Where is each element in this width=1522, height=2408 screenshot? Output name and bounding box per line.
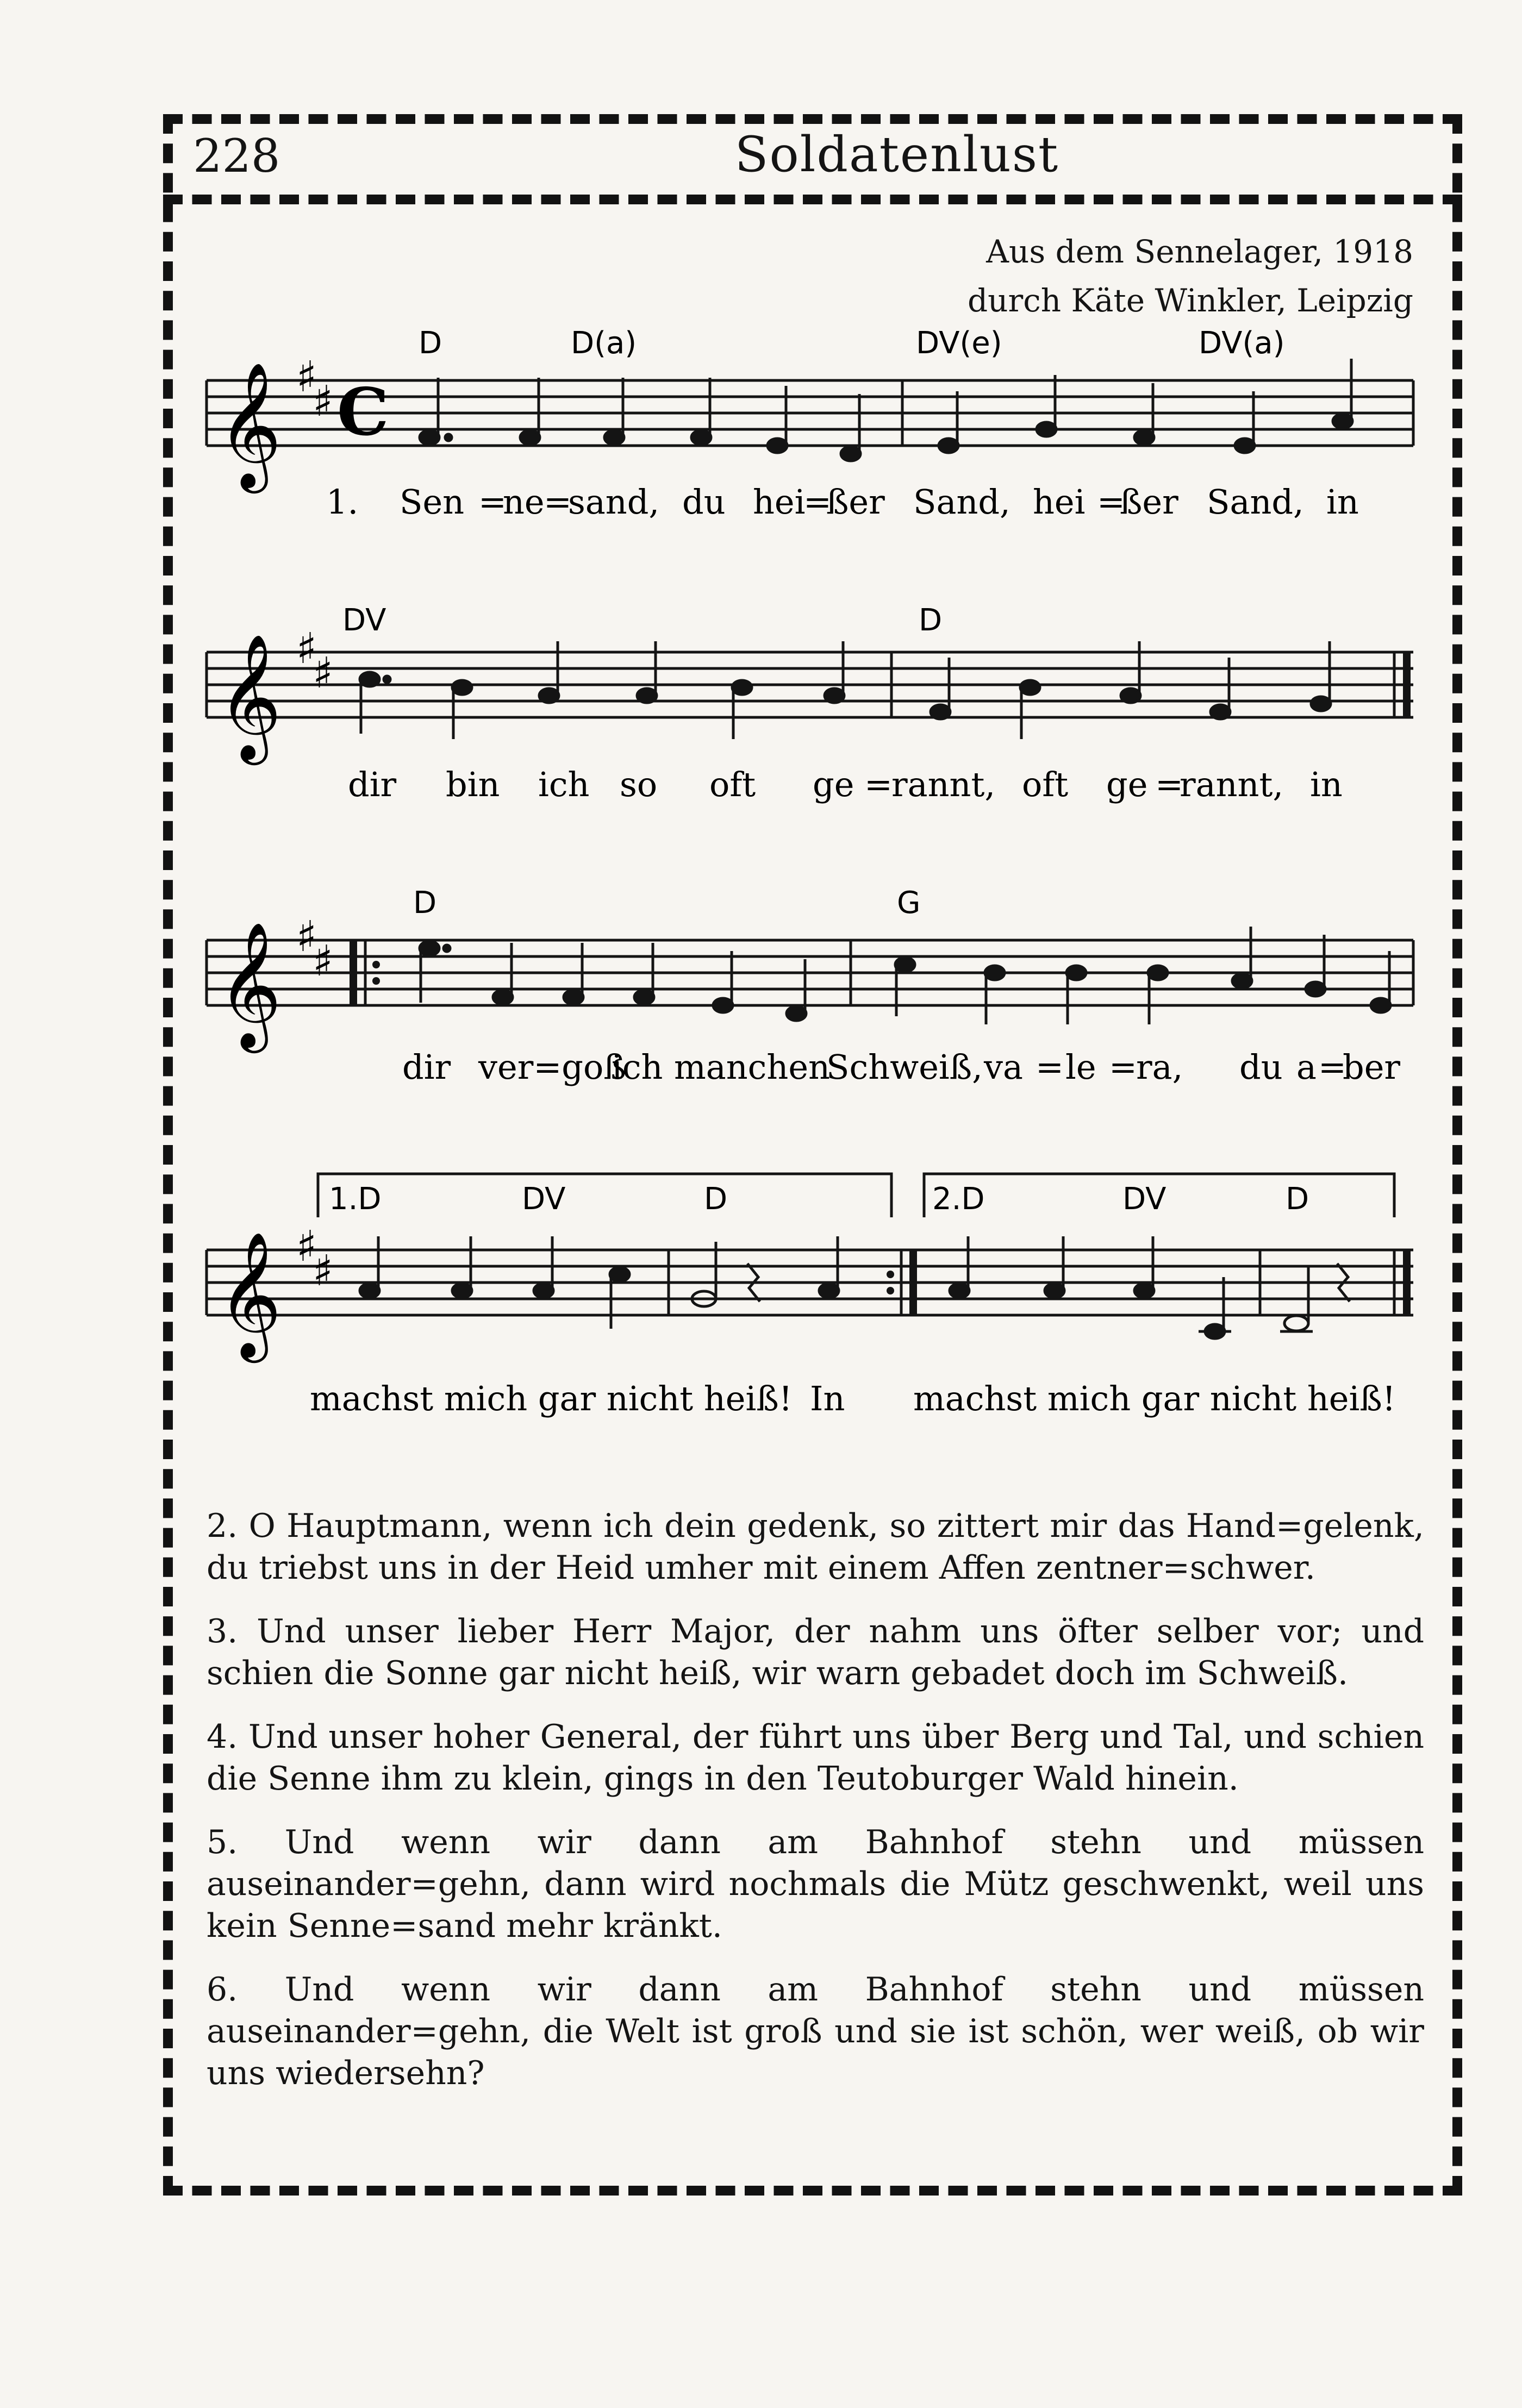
- lyric-syllable: Sen: [400, 482, 465, 522]
- sharp-icon: ♯: [296, 1222, 317, 1271]
- lyric-syllable: =: [1155, 765, 1183, 804]
- lyric-syllable: =: [1036, 1047, 1064, 1087]
- verses: [207, 1505, 1424, 2116]
- page-title: Soldatenlust: [734, 126, 1059, 183]
- lyric-syllable: va: [984, 1047, 1023, 1087]
- staff: [207, 940, 1413, 1005]
- music-system-3: [207, 885, 1413, 1087]
- lyric-syllable: in: [1310, 765, 1343, 804]
- lyric-syllable: dir: [402, 1047, 451, 1087]
- verse-2: 2. O Hauptmann, wenn ich dein gedenk, so zittert mir das Hand=gelenk, du triebst uns in der Heid umher mit einem Affen zentner=schwer.: [207, 1507, 1424, 1587]
- lyric-syllable: sand,: [568, 482, 660, 522]
- verse-4: 4. Und unser hoher General, der führt uns über Berg und Tal, und schien die Senne ihm zu klein, gings in den Teutoburger Wald hinein.: [207, 1718, 1424, 1798]
- sharp-icon: ♯: [313, 649, 333, 698]
- chord-symbols: [342, 603, 942, 638]
- lyric-syllable: so: [620, 765, 658, 804]
- lyrics-line: [402, 1047, 1400, 1087]
- repeat-dot: [887, 1287, 894, 1294]
- lyric-syllable: Schweiß,: [826, 1047, 983, 1087]
- chord-symbol: DV: [1122, 1181, 1167, 1217]
- chord-symbols: [413, 885, 920, 921]
- lyric-syllable: =: [1097, 482, 1125, 522]
- music-system-4: [207, 1174, 1413, 1418]
- lyric-syllable: ge: [1106, 765, 1148, 804]
- lyric-syllable: bin: [446, 765, 500, 804]
- repeat-dot: [372, 977, 380, 985]
- lyric-syllable: rannt,: [891, 765, 996, 804]
- lyric-syllable: hei: [1033, 482, 1086, 522]
- chord-symbol: DV(e): [916, 326, 1002, 361]
- lyric-syllable: =: [478, 482, 507, 522]
- lyric-syllable: =: [544, 482, 572, 522]
- lyric-syllable: ge: [813, 765, 854, 804]
- lyric-syllable: du: [1239, 1047, 1283, 1087]
- lyric-phrase: machst mich gar nicht heiß!: [310, 1379, 793, 1418]
- lyric-syllable: ich: [538, 765, 590, 804]
- lyric-syllable: 1.: [326, 482, 359, 522]
- lyric-syllable: =: [1318, 1047, 1346, 1087]
- source-collector: durch Käte Winkler, Leipzig: [968, 282, 1413, 319]
- lyric-syllable: Sand,: [1207, 482, 1304, 522]
- volta-ending-1: 1.D: [329, 1181, 382, 1217]
- lyric-syllable: ne: [503, 482, 545, 522]
- chord-symbol: G: [897, 885, 921, 921]
- volta-ending-2: 2.D: [932, 1181, 985, 1217]
- lyric-syllable: oft: [1022, 765, 1069, 804]
- lyrics-line: [348, 765, 1343, 804]
- lyric-syllable: manchen: [674, 1047, 830, 1087]
- verse-6: 6. Und wenn wir dann am Bahnhof stehn und müssen auseinander=gehn, die Welt ist groß und sie ist schön, wer weiß, ob wir uns wiedersehn?: [207, 1971, 1424, 2092]
- lyric-syllable: ßer: [826, 482, 885, 522]
- lyric-syllable: =: [1109, 1047, 1137, 1087]
- volta-brackets: [318, 1174, 1394, 1217]
- source-origin: Aus dem Sennelager, 1918: [986, 233, 1413, 270]
- chord-symbol: D: [704, 1181, 728, 1217]
- lyric-syllable: in: [1326, 482, 1359, 522]
- lyric-syllable: ich: [612, 1047, 663, 1087]
- staff: [207, 1250, 1413, 1315]
- lyric-syllable: ber: [1343, 1047, 1401, 1087]
- sharp-icon: ♯: [313, 1247, 333, 1296]
- chord-symbols: [329, 1181, 1309, 1217]
- treble-clef-icon: 𝄞: [217, 1231, 282, 1358]
- lyric-syllable: ßer: [1120, 482, 1178, 522]
- lyric-syllable: ra,: [1136, 1047, 1183, 1087]
- lyric-syllable: =: [803, 482, 832, 522]
- lyric-syllable: le: [1065, 1047, 1096, 1087]
- lyric-syllable: oft: [709, 765, 756, 804]
- lyric-syllable: ver=goß: [478, 1047, 626, 1087]
- lyric-syllable: du: [682, 482, 726, 522]
- chord-symbol: DV: [522, 1181, 566, 1217]
- common-time-icon: C: [337, 374, 389, 451]
- chord-symbol: D: [919, 603, 943, 638]
- music-system-2: [207, 603, 1413, 804]
- lyric-syllable: =: [864, 765, 893, 804]
- treble-clef-icon: 𝄞: [217, 633, 282, 760]
- sharp-icon: ♯: [313, 377, 333, 426]
- chord-symbol: D: [1286, 1181, 1309, 1217]
- chord-symbol: DV(a): [1199, 326, 1285, 361]
- treble-clef-icon: 𝄞: [217, 921, 282, 1048]
- repeat-dot: [887, 1271, 894, 1278]
- lyric-syllable: a: [1296, 1047, 1317, 1087]
- music-system-1: [207, 326, 1413, 522]
- chord-symbols: [419, 326, 1284, 361]
- sharp-icon: ♯: [313, 937, 333, 986]
- lyrics-line: [326, 482, 1359, 522]
- chord-symbol: D: [419, 326, 442, 361]
- chord-symbol: DV: [342, 603, 386, 638]
- repeat-dot: [372, 961, 380, 968]
- staff: [207, 652, 1413, 717]
- sharp-icon: ♯: [296, 353, 317, 402]
- chord-symbol: D: [413, 885, 437, 921]
- lyric-syllable: In: [810, 1379, 845, 1418]
- lyric-phrase: machst mich gar nicht heiß!: [913, 1379, 1396, 1418]
- verse-5: 5. Und wenn wir dann am Bahnhof stehn und müssen auseinander=gehn, dann wird nochmals die Mütz geschwenkt, weil uns kein Senne=sand mehr kränkt.: [207, 1823, 1424, 1945]
- verse-3: 3. Und unser lieber Herr Major, der nahm uns öfter selber vor; und schien die Sonne gar nicht heiß, wir warn gebadet doch im Schweiß.: [207, 1612, 1424, 1692]
- lyrics-line: [310, 1379, 1396, 1418]
- chord-symbol: D(a): [571, 326, 637, 361]
- lyric-syllable: Sand,: [913, 482, 1010, 522]
- page-number: 228: [193, 129, 280, 183]
- treble-clef-icon: 𝄞: [217, 361, 282, 488]
- sharp-icon: ♯: [296, 624, 317, 673]
- sharp-icon: ♯: [296, 912, 317, 961]
- notes: [360, 641, 1331, 739]
- lyric-syllable: hei: [753, 482, 806, 522]
- notes: [360, 1236, 1350, 1339]
- lyric-syllable: rannt,: [1180, 765, 1284, 804]
- lyric-syllable: dir: [348, 765, 397, 804]
